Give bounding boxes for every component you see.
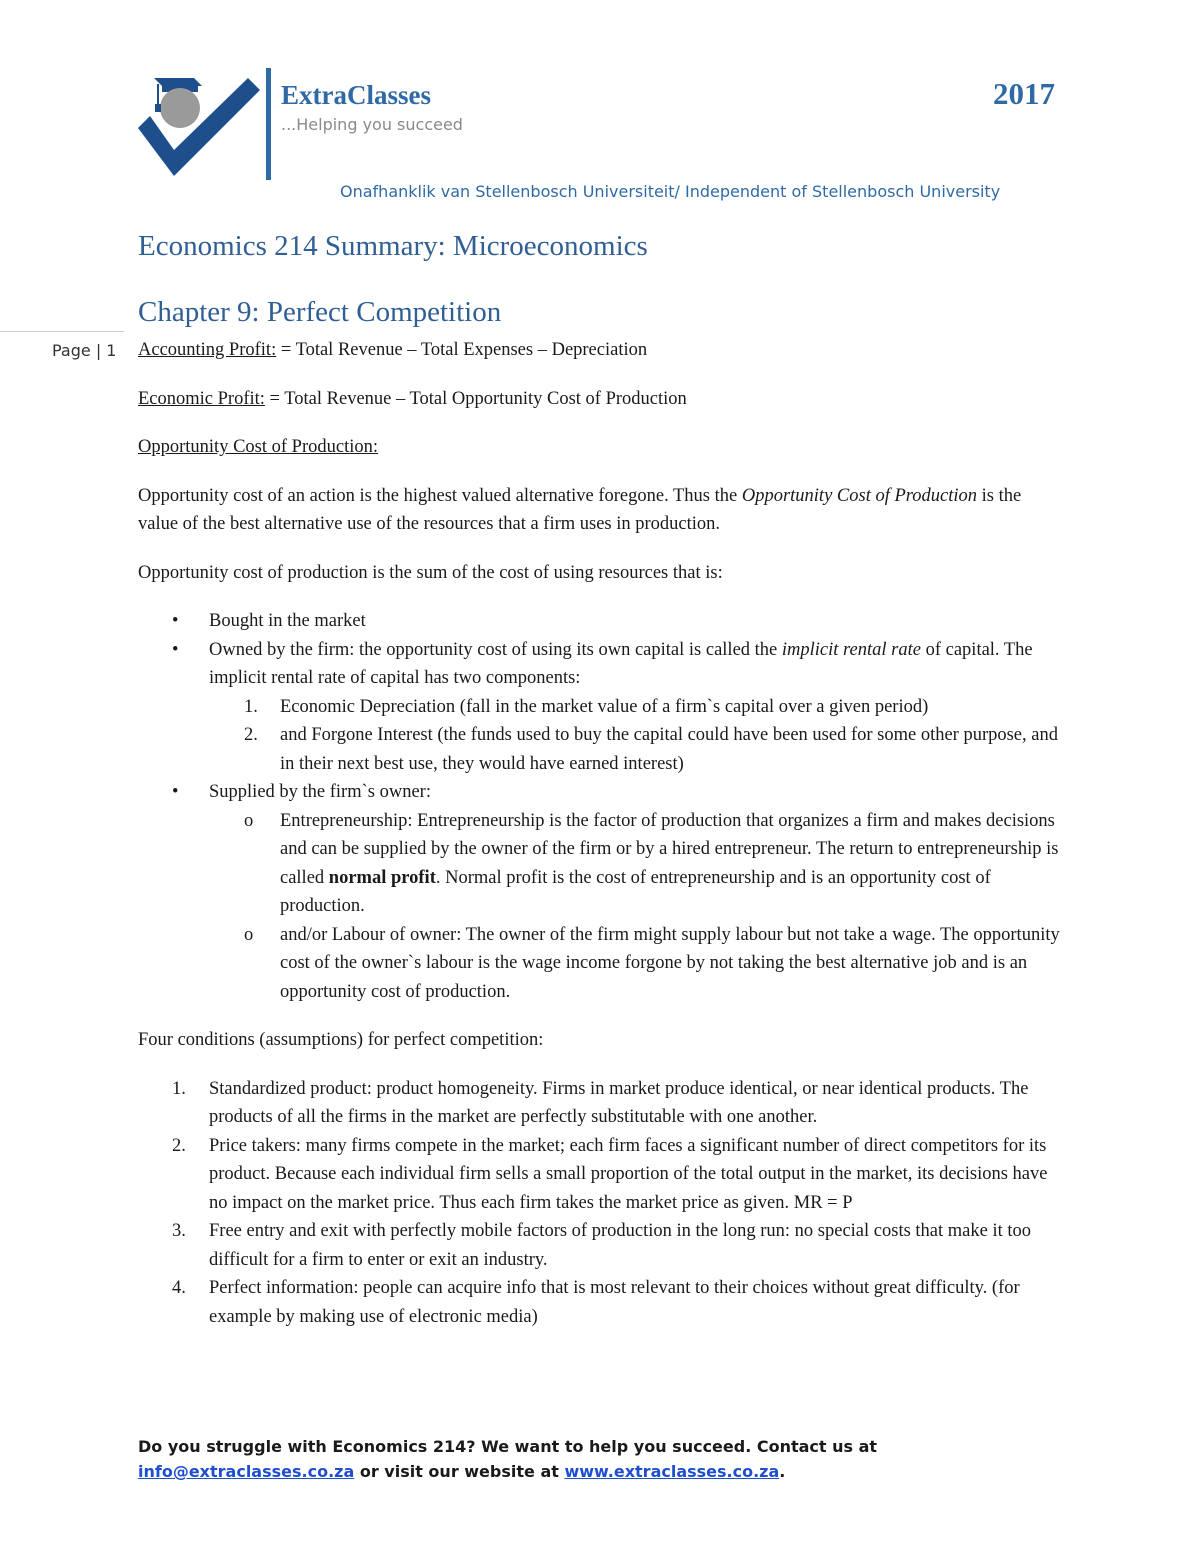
graduation-checkmark-icon bbox=[136, 72, 262, 184]
document-title: Economics 214 Summary: Microeconomics bbox=[138, 230, 648, 262]
economic-profit-term: Economic Profit: bbox=[138, 388, 265, 409]
list-item: o Entrepreneurship: Entrepreneurship is the factor of production that organizes a firm and makes decisions and can be supplied by the owner of the firm or by a hired entrepreneur. The return to entrepreneurship is called normal profit. Normal profit is the cost of entrepreneurship and is an opportunity cost of production. bbox=[244, 810, 1059, 916]
list-item: 2. and Forgone Interest (the funds used to buy the capital could have been used for some other purpose, and in their next best use, they would have earned interest) bbox=[244, 725, 1058, 774]
ocp-paragraph: Opportunity cost of an action is the highest valued alternative foregone. Thus the Opportunity Cost of Production is the value of the best alternative use of the resources that a firm uses in production. bbox=[138, 485, 1022, 534]
conditions-intro: Four conditions (assumptions) for perfect competition: bbox=[138, 1030, 544, 1050]
page-number: Page | 1 bbox=[52, 341, 117, 360]
economic-profit-definition: Economic Profit: = Total Revenue – Total Opportunity Cost of Production bbox=[138, 388, 687, 409]
list-item: 1. Economic Depreciation (fall in the market value of a firm`s capital over a given period) bbox=[244, 696, 929, 717]
list-item: 4. Perfect information: people can acquire info that is most relevant to their choices without great difficulty. (for example by making use of electronic media) bbox=[172, 1278, 1020, 1327]
ocp-heading: Opportunity Cost of Production: bbox=[138, 437, 378, 457]
accounting-profit-definition: Accounting Profit: = Total Revenue – Total Expenses – Depreciation bbox=[138, 340, 648, 360]
conditions-list bbox=[138, 1075, 1060, 1332]
footer-contact: Do you struggle with Economics 214? We want to help you succeed. Contact us at info@extraclasses.co.za or visit our website at www.extraclasses.co.za. bbox=[138, 1437, 878, 1481]
list-item: 3. Free entry and exit with perfectly mobile factors of production in the long run: no special costs that make it too difficult for a firm to enter or exit an industry. bbox=[172, 1221, 1032, 1270]
university-note: Onafhanklik van Stellenbosch Universiteit/ Independent of Stellenbosch University bbox=[340, 182, 1001, 201]
list-item: 1. Standardized product: product homogeneity. Firms in market produce identical, or near identical products. The products of all the firms in the market are perfectly substitutable with one another. bbox=[172, 1078, 1029, 1127]
list-item: 2. Price takers: many firms compete in the market; each firm faces a significant number of direct competitors for its product. Because each individual firm sells a small proportion of the total output in the market, its decisions have no impact on the market price. Thus each firm takes the market price as given. MR = P bbox=[172, 1135, 1048, 1213]
header-divider bbox=[266, 68, 271, 180]
list-item: • Owned by the firm: the opportunity cost of using its own capital is called the implicit rental rate of capital. The implicit rental rate of capital has two components: bbox=[172, 639, 1033, 688]
website-link[interactable]: www.extraclasses.co.za bbox=[564, 1462, 780, 1481]
list-item: • Supplied by the firm`s owner: bbox=[172, 782, 431, 802]
email-link[interactable]: info@extraclasses.co.za bbox=[138, 1462, 355, 1481]
document-year: 2017 bbox=[993, 76, 1055, 111]
main-content bbox=[138, 336, 1060, 1331]
list-item: • Bought in the market bbox=[172, 611, 366, 631]
chapter-heading: Chapter 9: Perfect Competition bbox=[138, 296, 502, 328]
list-item: o and/or Labour of owner: The owner of the firm might supply labour but not take a wage. The opportunity cost of the owner`s labour is the wage income forgone by not taking the best alternative job and is an opportunity cost of production. bbox=[244, 924, 1060, 1002]
accounting-profit-term: Accounting Profit: bbox=[138, 340, 277, 360]
resource-list bbox=[138, 607, 1060, 1006]
extraclasses-logo bbox=[136, 72, 262, 184]
ocp-sum-intro: Opportunity cost of production is the sum of the cost of using resources that is: bbox=[138, 562, 723, 583]
brand-name: ExtraClasses bbox=[281, 80, 431, 110]
page-margin-rule bbox=[0, 331, 124, 332]
brand-tagline: ...Helping you succeed bbox=[281, 115, 463, 134]
